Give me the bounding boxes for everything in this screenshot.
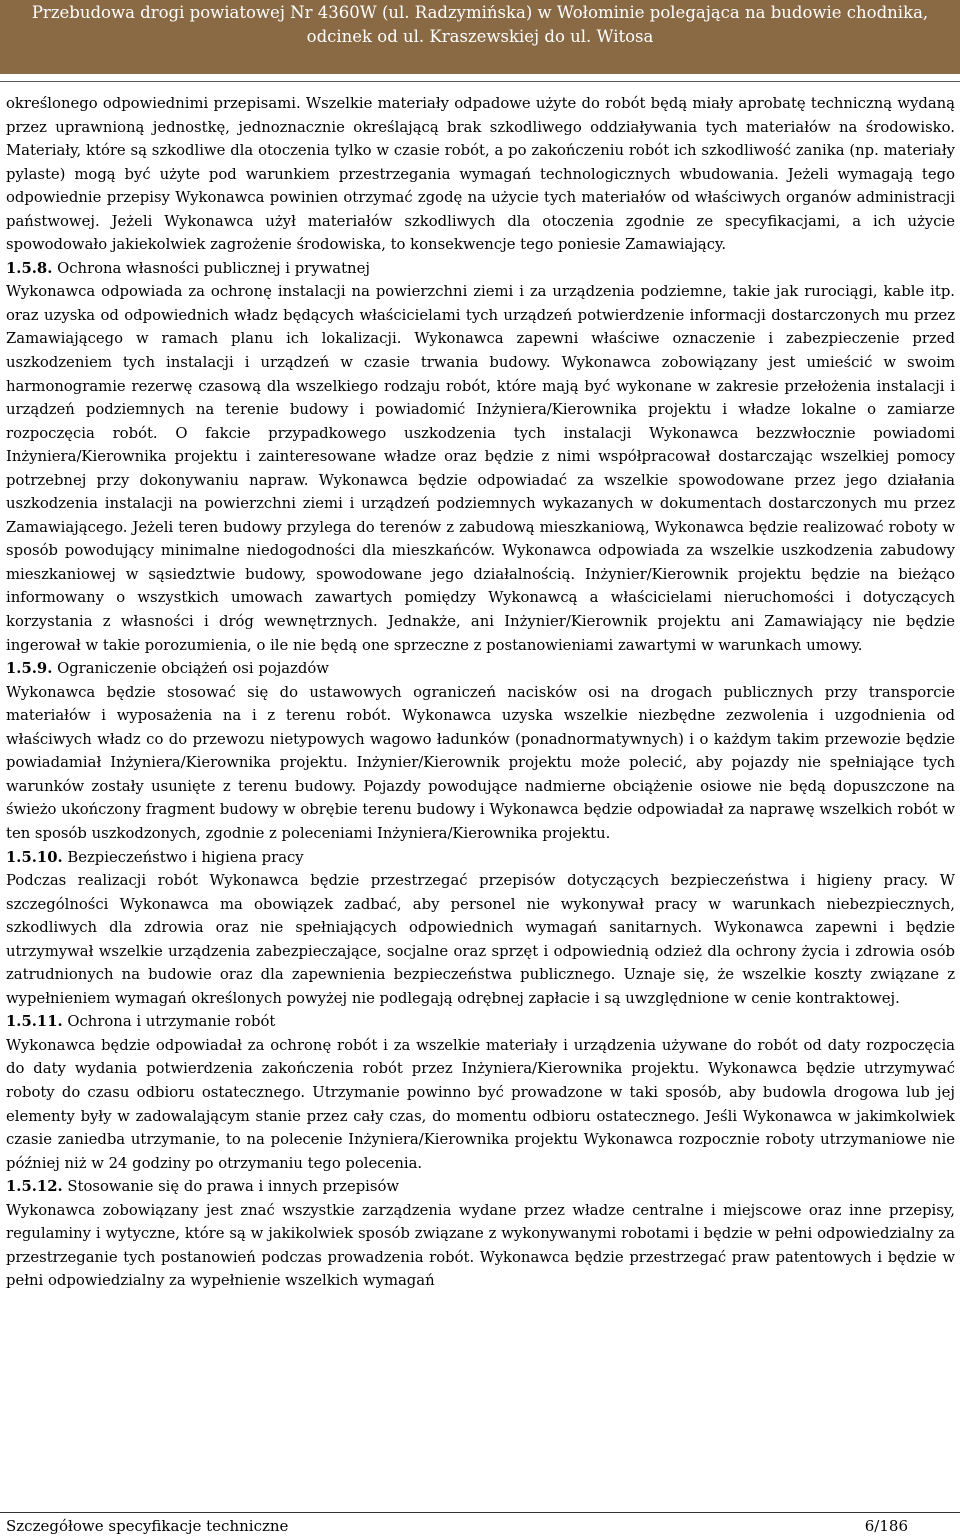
section-1-5-11	[6, 1010, 955, 1175]
section-number: 1.5.9.	[6, 660, 53, 678]
section-title: Ochrona i utrzymanie robót	[67, 1013, 276, 1031]
section-number: 1.5.12.	[6, 1178, 63, 1196]
section-paragraph: Wykonawca zobowiązany jest znać wszystkie zarządzenia wydane przez władze centralne i miejscowe oraz inne przepisy, regulaminy i wytyczne, które są w jakikolwiek sposób związane z wykonywanymi robotami i będzie w pełni odpowiedzialny za przestrzeganie tych postanowień podczas prowadzenia robót. Wykonawca będzie przestrzegać praw patentowych i będzie w pełni odpowiedzialny za wypełnienie wszelkich wymagań	[6, 1201, 955, 1290]
section-paragraph: Wykonawca będzie stosować się do ustawowych ograniczeń nacisków osi na drogach publicznych przy transporcie materiałów i wyposażenia na i z terenu robót. Wykonawca uzyska wszelkie niezbędne zezwolenia i uzgodnienia od właściwych władz co do przewozu nietypowych wagowo ładunków (ponadnormatywnych) i o każdym takim przewozie będzie powiadamiał Inżyniera/Kierownika projektu. Inżynier/Kierownik projektu może polecić, aby pojazdy nie spełniające tych warunków zostały usunięte z terenu budowy. Pojazdy powodujące nadmierne obciążenie osiowe nie będą dopuszczone na świeżo ukończony fragment budowy w obrębie terenu budowy i Wykonawca będzie odpowiadał za naprawę wszelkich robót w ten sposób uszkodzonych, zgodnie z poleceniami Inżyniera/Kierownika projektu.	[6, 683, 955, 842]
section-1-5-9	[6, 657, 955, 845]
section-heading	[6, 1010, 955, 1034]
section-heading	[6, 257, 955, 281]
section-heading	[6, 846, 955, 870]
section-number: 1.5.11.	[6, 1013, 63, 1031]
intro-paragraph: określonego odpowiednimi przepisami. Wszelkie materiały odpadowe użyte do robót będą miały aprobatę techniczną wydaną przez uprawnioną jednostkę, jednoznacznie określającą brak szkodliwego oddziaływania tych materiałów na środowisko. Materiały, które są szkodliwe dla otoczenia tylko w czasie robót, a po zakończeniu robót ich szkodliwość zanika (np. materiały pylaste) mogą być użyte pod warunkiem przestrzegania wymagań technologicznych wbudowania. Jeżeli wymagają tego odpowiednie przepisy Wykonawca powinien otrzymać zgodę na użycie tych materiałów od właściwych organów administracji państwowej. Jeżeli Wykonawca użył materiałów szkodliwych dla otoczenia zgodnie ze specyfikacjami, a ich użycie spowodowało jakiekolwiek zagrożenie środowiska, to konsekwencje tego poniesie Zamawiający.	[6, 95, 955, 254]
section-number: 1.5.8.	[6, 259, 53, 277]
section-paragraph: Wykonawca będzie odpowiadał za ochronę robót i za wszelkie materiały i urządzenia używane do robót od daty rozpoczęcia do daty wydania potwierdzenia zakończenia robót przez Inżyniera/Kierownika projektu. Wykonawca będzie utrzymywać roboty do czasu odbioru ostatecznego. Utrzymanie powinno być prowadzone w taki sposób, aby budowla drogowa lub jej elementy były w zadowalającym stanie przez cały czas, do momentu odbioru ostatecznego. Jeśli Wykonawca w jakimkolwiek czasie zaniedba utrzymanie, to na polecenie Inżyniera/Kierownika projektu Wykonawca rozpocznie roboty utrzymaniowe nie później niż w 24 godziny po otrzymaniu tego polecenia.	[6, 1036, 955, 1172]
section-title: Ochrona własności publicznej i prywatnej	[57, 259, 370, 277]
section-paragraph: Wykonawca odpowiada za ochronę instalacji na powierzchni ziemi i za urządzenia podziemne, takie jak rurociągi, kable itp. oraz uzyska od odpowiednich władz będących właścicielami tych urządzeń potwierdzenie informacji dostarczonych mu przez Zamawiającego w ramach planu ich lokalizacji. Wykonawca zapewni właściwe oznaczenie i zabezpieczenie przed uszkodzeniem tych instalacji i urządzeń w czasie trwania budowy. Wykonawca zobowiązany jest umieścić w swoim harmonogramie rezerwę czasową dla wszelkiego rodzaju robót, które mają być wykonane w zakresie przełożenia instalacji i urządzeń podziemnych na terenie budowy i powiadomić Inżyniera/Kierownika projektu i władze lokalne o zamiarze rozpoczęcia robót. O fakcie przypadkowego uszkodzenia tych instalacji Wykonawca bezzwłocznie powiadomi Inżyniera/Kierownika projektu i zainteresowane władze oraz będzie z nimi współpracował dostarczając wszelkiej pomocy potrzebnej przy dokonywaniu napraw. Wykonawca będzie odpowiadać za wszelkie spowodowane przez jego działania uszkodzenia instalacji na powierzchni ziemi i urządzeń podziemnych wykazanych w dokumentach dostarczonych mu przez Zamawiającego. Jeżeli teren budowy przylega do terenów z zabudową mieszkaniową, Wykonawca będzie realizować roboty w sposób powodujący minimalne niedogodności dla mieszkańców. Wykonawca odpowiada za wszelkie uszkodzenia zabudowy mieszkaniowej w sąsiedztwie budowy, spowodowane jego działalnością. Inżynier/Kierownik projektu będzie na bieżąco informowany o wszystkich umowach zawartych pomiędzy Wykonawcą a właścicielami nieruchomości i dotyczących korzystania z własności i dróg wewnętrznych. Jednakże, ani Inżynier/Kierownik projektu ani Zamawiający nie będzie ingerował w takie porozumienia, o ile nie będą one sprzeczne z postanowieniami zawartymi w warunkach umowy.	[6, 283, 955, 654]
section-number: 1.5.10.	[6, 848, 63, 866]
section-title: Bezpieczeństwo i higiena pracy	[67, 848, 304, 866]
footer-page-number: 6/186	[864, 1517, 908, 1535]
section-heading	[6, 1175, 955, 1199]
section-1-5-12	[6, 1175, 955, 1293]
section-title: Ograniczenie obciążeń osi pojazdów	[57, 660, 329, 678]
section-title: Stosowanie się do prawa i innych przepisów	[67, 1178, 400, 1196]
header-title-line-1: Przebudowa drogi powiatowej Nr 4360W (ul. Radzymińska) w Wołominie polegająca na budowie chodnika,	[31, 3, 929, 22]
section-paragraph: Podczas realizacji robót Wykonawca będzie przestrzegać przepisów dotyczących bezpieczeństwa i higieny pracy. W szczególności Wykonawca ma obowiązek zadbać, aby personel nie wykonywał pracy w warunkach niebezpiecznych, szkodliwych dla zdrowia oraz nie spełniających odpowiednich wymagań sanitarnych. Wykonawca zapewni i będzie utrzymywał wszelkie urządzenia zabezpieczające, socjalne oraz sprzęt i odpowiednią odzież dla ochrony życia i zdrowia osób zatrudnionych na budowie oraz dla zapewnienia bezpieczeństwa publicznego. Uznaje się, że wszelkie koszty związane z wypełnieniem wymagań określonych powyżej nie podlegają odrębnej zapłacie i są uwzględnione w cenie kontraktowej.	[6, 872, 955, 1007]
page-header	[0, 0, 960, 74]
section-1-5-10	[6, 846, 955, 1011]
header-divider	[0, 81, 960, 82]
footer-divider	[0, 1512, 960, 1513]
header-title-line-2: odcinek od ul. Kraszewskiej do ul. Witosa	[306, 27, 654, 46]
document-body	[6, 92, 955, 1293]
section-heading	[6, 657, 955, 681]
footer-document-title: Szczegółowe specyfikacje techniczne	[6, 1517, 289, 1535]
section-1-5-8	[6, 257, 955, 657]
